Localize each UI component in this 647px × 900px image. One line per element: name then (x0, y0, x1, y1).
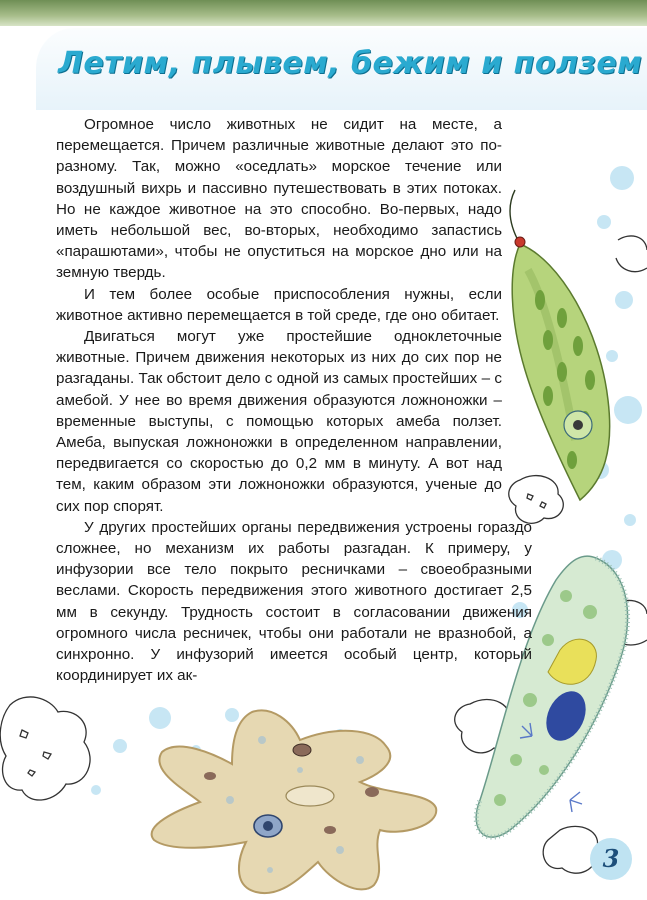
page-number: 3 (590, 838, 632, 880)
paragraph: И тем более особые приспособления нужны, если животное активно перемещается в той среде, где оно обитает. (56, 285, 502, 324)
paragraph: Огромное число животных не сидит на месте, а перемещается. Причем различные животные делают это по-разному. Так, можно «оседлать» морское течение или воздушный вихрь и пассивно путешествовать в этих потоках. Но не каждое животное на это способно. Во-первых, надо иметь небольшой вес, во-вторых, необходимо запастись «парашютами», чтобы не опуститься на морское дно или на земную твердь. (56, 116, 502, 282)
page-title: Летим, плывем, бежим и ползем (58, 46, 643, 81)
paragraph: Двигаться могут уже простейшие одноклеточные животные. Причем движения некоторых из них до сих пор не разгаданы. Так обстоит дело с одной из самых простейших – с амебой. У нее во время движения образуются ложноножки – временные выступы, с помощью которых амеба ползет. Амеба, выпуская ложноножки в определенном направлении, передвигается со скоростью до 0,2 мм в минуту. А вот над тем, каким образом эти ложноножки образуются, ученые до сих пор спорят. (56, 328, 502, 515)
euglena-illustration (510, 190, 610, 500)
amoeba-illustration (152, 710, 437, 893)
article-body (56, 114, 532, 686)
paragraph: У других простейших органы передвижения устроены гораздо сложнее, но механизм их работы разгадан. К примеру, у инфузории все тело покрыто ресничками – своеобразными веслами. Скорость передвижения этого животного достигает 2,5 мм в секунду. Трудность состоит в согласовании движения огромного числа ресничек, чтобы они работали не вразнобой, а синхронно. У инфузорий имеется особый центр, который координирует их ак- (56, 518, 532, 685)
